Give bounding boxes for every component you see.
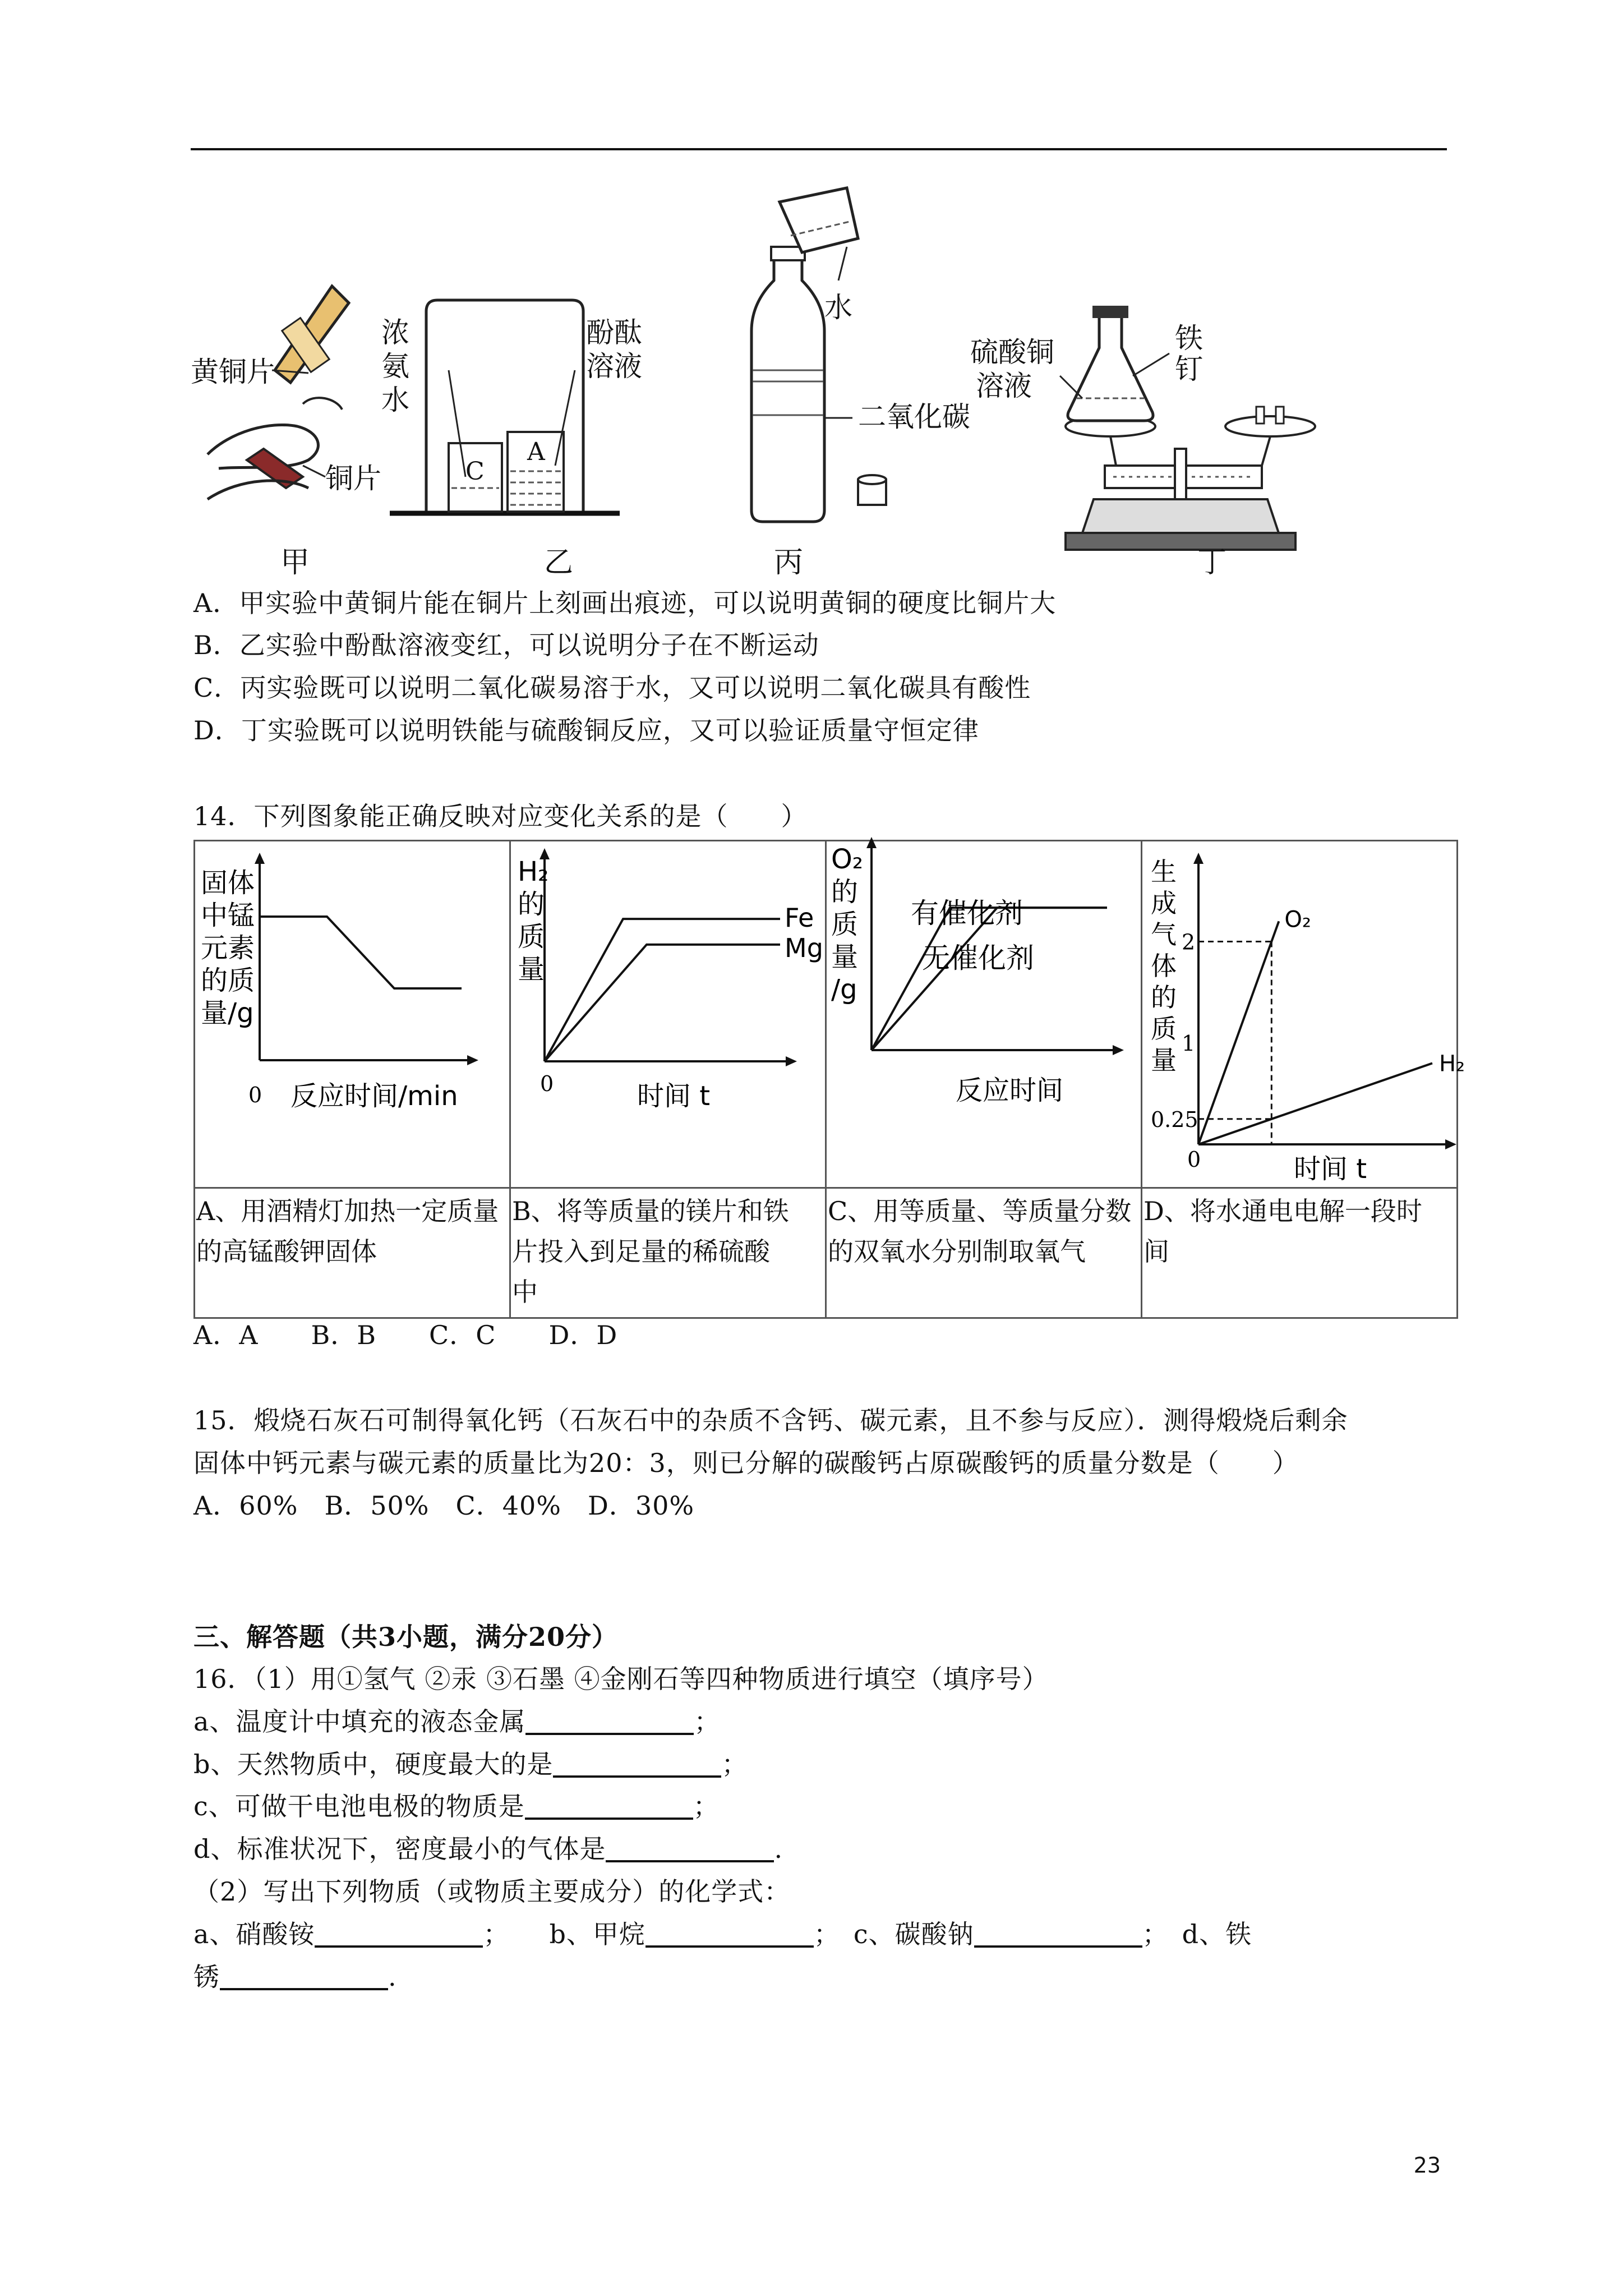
y-axis-label: 气 [1151,919,1177,950]
y-tick-label: 1 [1182,1031,1196,1056]
y-axis-label: 生 [1151,857,1177,887]
beaker-a-label: A [527,438,545,466]
q16-intro: 16．（1）用①氢气 ②汞 ③石墨 ④金刚石等四种物质进行填空（填序号） [193,1664,1049,1694]
q14-caption-b: B、将等质量的镁片和铁 片投入到足量的稀硫酸 中 [510,1188,826,1318]
series-line-0 [1198,921,1279,1144]
series-label-fe: Fe [785,903,814,933]
y-axis-label: 量/g [201,997,254,1029]
section-3-title: 三、解答题（共3小题，满分20分） [193,1622,619,1652]
y-axis-arrow [255,853,265,864]
answer-blank-d[interactable] [606,1835,774,1862]
y-axis-label: 的质 [201,965,255,996]
y-axis-label: 的 [518,889,545,920]
brass-label: 黄铜片 [191,356,275,388]
q15-line-1: 15．煅烧石灰石可制得氧化钙（石灰石中的杂质不含钙、碳元素，且不参与反应）．测得煅烧后剩余 [193,1405,1348,1435]
y-axis-label: 元素 [201,932,255,964]
y-tick-label: 2 [1182,930,1196,955]
series-label-mg: Mg [785,932,823,963]
series-label-h2: H₂ [1438,1051,1465,1077]
graph-d [1142,841,1465,1185]
water-label: 水 [824,291,852,324]
beaker-c-label: C [465,457,485,486]
copper-label: 铜片 [325,462,381,495]
graph-b [511,841,825,1185]
page-number: 23 [1413,2153,1441,2178]
co2-label: 二氧化碳 [858,401,970,433]
y-axis-label: /g [831,974,857,1005]
answer-blank-nh4no3[interactable] [315,1921,483,1948]
origin-label: 0 [540,1071,554,1096]
x-axis-arrow [1113,1045,1124,1055]
series-line-0 [545,919,780,1061]
q16-a: a、温度计中填充的液态金属 ； [193,1706,721,1737]
y-axis-label: 质 [518,921,545,953]
x-axis-arrow [1445,1139,1456,1149]
phenol-label-1: 酚酞 [586,316,642,349]
y-axis-label: 量 [831,941,859,973]
graph-c [827,841,1141,1185]
q14-options: A．A B．B C．C D．D [193,1320,618,1350]
answer-blank-ch4[interactable] [645,1921,814,1948]
q14-graph-cell-b [510,841,826,1188]
caption-jia: 甲 [280,546,310,579]
x-axis-label: 时间 t [1294,1153,1367,1185]
y-axis-label: H₂ [518,856,549,887]
figure-bing [751,188,970,579]
q16-part2: （2）写出下列物质（或物质主要成分）的化学式： [193,1876,791,1907]
caption-bing: 丙 [774,546,804,579]
header-rule [191,148,1447,150]
x-axis-arrow [467,1055,478,1065]
q15-options: A．60% B．50% C．40% D．30% [193,1490,695,1521]
series-label-catalyst: 有催化剂 [911,897,1023,930]
answer-blank-b[interactable] [553,1751,721,1778]
series-line-0 [260,917,462,988]
cuso4-label-1: 硫酸铜 [970,336,1054,369]
y-axis-label: 的 [831,876,859,908]
q14-caption-c: C、用等质量、等质量分数 的双氧水分别制取氧气 [826,1188,1142,1318]
q14-graph-cell-a [195,841,510,1188]
q14-stem: 14．下列图象能正确反映对应变化关系的是（ ） [193,801,808,831]
q14-table [193,840,1465,1319]
y-axis-label: 的 [1151,982,1177,1013]
figure-jia [191,286,381,579]
series-line-1 [545,945,780,1061]
y-tick-label: 0.25 [1151,1107,1198,1132]
y-axis-label: 质 [831,909,859,940]
q16-b: b、天然物质中，硬度最大的是 ； [193,1749,748,1779]
caption-ding: 丁 [1197,546,1227,579]
answer-blank-a[interactable] [525,1708,694,1735]
caption-yi: 乙 [544,546,574,579]
y-axis-label: 中锰 [201,900,255,931]
series-label-no-catalyst: 无催化剂 [922,942,1034,974]
y-axis-label: 质 [1151,1014,1177,1044]
figure-ding [970,306,1315,579]
q14-caption-d: D、将水通电电解一段时 间 [1142,1188,1458,1318]
x-axis-label: 反应时间/min [291,1080,458,1112]
origin-label: 0 [1187,1147,1201,1172]
nail-label-2: 钉 [1175,353,1203,385]
q14-caption-a: A、用酒精灯加热一定质量 的高锰酸钾固体 [195,1188,510,1318]
answer-blank-rust[interactable] [220,1963,388,1990]
apparatus-figures [185,185,1441,589]
y-axis-arrow [1193,853,1204,864]
ammonia-label-2: 氨 [381,350,409,383]
phenol-label-2: 溶液 [586,350,642,383]
q13-option-a: A．甲实验中黄铜片能在铜片上刻画出痕迹，可以说明黄铜的硬度比铜片大 [193,588,1057,618]
y-axis-label: 成 [1151,888,1177,918]
q16-part2-row: a、硝酸铵 ； b、甲烷 ； c、碳酸钠 ； d、铁 [193,1919,1252,1949]
answer-blank-na2co3[interactable] [974,1921,1142,1948]
q15-line-2: 固体中钙元素与碳元素的质量比为20：3，则已分解的碳酸钙占原碳酸钙的质量分数是（ ） [193,1448,1299,1478]
q14-graph-cell-c [826,841,1142,1188]
y-axis-arrow [866,837,877,848]
q13-option-b: B．乙实验中酚酞溶液变红，可以说明分子在不断运动 [193,630,819,660]
y-axis-label: O₂ [831,844,864,875]
x-axis-arrow [786,1056,797,1066]
figure-yi [381,300,642,579]
graph-a [195,841,509,1185]
y-axis-label: 量 [518,954,545,985]
y-axis-label: 体 [1151,951,1177,981]
answer-blank-c[interactable] [525,1793,693,1820]
cuso4-label-2: 溶液 [976,370,1032,402]
y-axis-label: 量 [1151,1045,1177,1075]
origin-label: 0 [248,1083,262,1107]
ammonia-label-1: 浓 [381,316,409,349]
series-line-1 [1198,1063,1432,1144]
ammonia-label-3: 水 [381,384,409,416]
q13-option-c: C．丙实验既可以说明二氧化碳易溶于水，又可以说明二氧化碳具有酸性 [193,673,1031,703]
q16-c: c、可做干电池电极的物质是 ； [193,1791,720,1821]
x-axis-label: 反应时间 [956,1075,1064,1106]
q14-graph-cell-d [1142,841,1465,1188]
nail-label-1: 铁 [1175,322,1203,355]
x-axis-label: 时间 t [637,1080,711,1112]
q13-option-d: D．丁实验既可以说明铁能与硫酸铜反应，又可以验证质量守恒定律 [193,715,979,746]
q16-d: d、标准状况下，密度最小的气体是 . [193,1834,783,1864]
y-axis-label: 固体 [201,867,255,899]
q16-part2-row2: 锈 . [193,1962,397,1992]
series-label-o2: O₂ [1284,907,1311,933]
